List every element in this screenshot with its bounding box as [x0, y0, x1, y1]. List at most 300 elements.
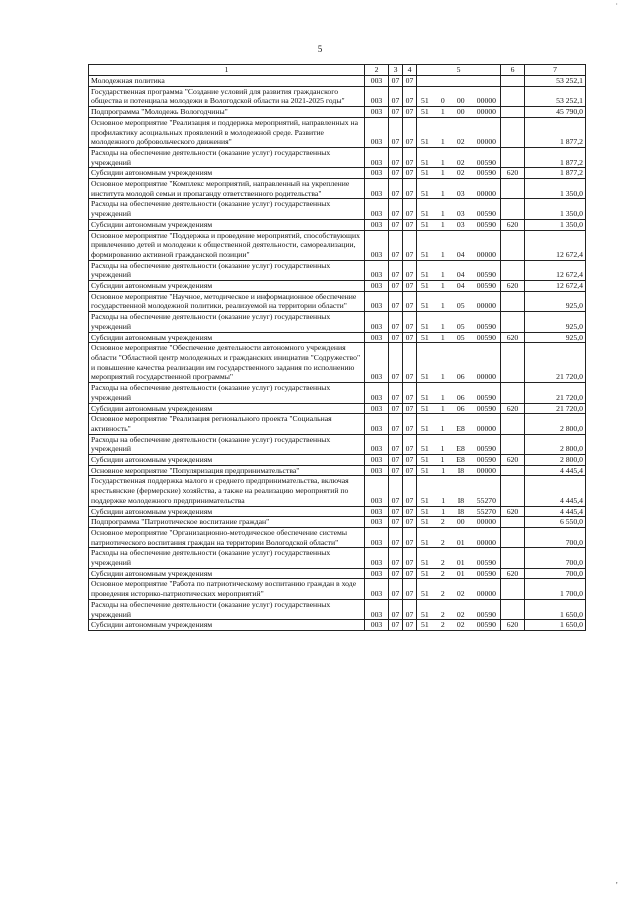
target-article-activity: 05 — [456, 301, 465, 311]
target-article-code — [419, 281, 498, 291]
target-article-activity: 02 — [456, 137, 465, 147]
row-target-article — [417, 147, 501, 167]
row-expense-type — [501, 260, 525, 280]
target-article-program: 51 — [421, 168, 429, 178]
row-amount: 1 350,0 — [525, 179, 586, 199]
target-article-code — [419, 620, 498, 630]
row-target-article — [417, 168, 501, 179]
row-name: Расходы на обеспечение деятельности (оказание услуг) государственных учреждений — [89, 199, 365, 219]
row-section-code: 07 — [389, 179, 403, 199]
table-row — [89, 403, 586, 414]
row-name: Субсидии автономным учреждениям — [89, 281, 365, 292]
target-article-activity: I8 — [457, 465, 465, 475]
table-row — [89, 219, 586, 230]
row-amount: 12 672,4 — [525, 230, 586, 260]
row-name: Основное мероприятие "Реализация регионального проекта "Социальная активность" — [89, 414, 365, 434]
target-article-program: 51 — [421, 321, 429, 331]
row-name: Расходы на обеспечение деятельности (оказание услуг) государственных учреждений — [89, 312, 365, 332]
row-name: Субсидии автономным учреждениям — [89, 568, 365, 579]
row-ministry-code: 003 — [365, 527, 389, 547]
target-article-code — [419, 393, 498, 403]
row-name: Подпрограмма "Молодежь Вологодчины" — [89, 107, 365, 118]
table-row — [89, 312, 586, 332]
target-article-subprogram: 1 — [440, 392, 445, 402]
target-article-code — [419, 107, 498, 117]
target-article-subprogram: 1 — [440, 332, 445, 342]
target-article-code — [419, 517, 498, 527]
target-article-subprogram: 1 — [441, 506, 446, 516]
row-name: Государственная поддержка малого и среднего предпринимательства, включая крестьянские (фермерские) хозяйства, а также на реализацию мероприятий по поддержке молодежного предпринимательства — [89, 476, 365, 506]
page-number: 5 — [317, 44, 323, 54]
table-row — [89, 599, 586, 619]
target-article-activity: E8 — [456, 423, 465, 433]
table-row — [89, 199, 586, 219]
target-article-direction: 00590 — [476, 444, 496, 454]
row-ministry-code: 003 — [365, 599, 389, 619]
row-expense-type — [501, 434, 525, 454]
row-subsection-code: 07 — [403, 579, 417, 599]
row-subsection-code: 07 — [403, 434, 417, 454]
target-article-code — [419, 209, 498, 219]
row-amount: 1 650,0 — [525, 620, 586, 631]
target-article-program: 51 — [421, 403, 429, 413]
row-expense-type — [501, 230, 525, 260]
row-expense-type: 620 — [501, 281, 525, 292]
row-section-code: 07 — [389, 260, 403, 280]
row-section-code: 07 — [389, 219, 403, 230]
target-article-subprogram: 1 — [440, 423, 445, 433]
target-article-direction: 00000 — [476, 537, 496, 547]
row-target-article — [417, 527, 501, 547]
row-subsection-code: 07 — [403, 506, 417, 517]
row-ministry-code: 003 — [365, 117, 389, 147]
row-amount: 53 252,1 — [525, 76, 586, 87]
row-amount: 925,0 — [525, 291, 586, 311]
table-row — [89, 568, 586, 579]
table-row — [89, 548, 586, 568]
row-subsection-code: 07 — [403, 117, 417, 147]
row-expense-type: 620 — [501, 568, 525, 579]
target-article-subprogram: 1 — [440, 168, 445, 178]
target-article-program: 51 — [421, 96, 429, 106]
target-article-direction: 00000 — [476, 107, 496, 117]
table-row — [89, 383, 586, 403]
row-amount: 700,0 — [525, 527, 586, 547]
row-ministry-code: 003 — [365, 343, 389, 383]
row-amount: 700,0 — [525, 568, 586, 579]
target-article-code — [419, 569, 498, 579]
row-name: Расходы на обеспечение деятельности (оказание услуг) государственных учреждений — [89, 548, 365, 568]
row-target-article — [417, 548, 501, 568]
target-article-program: 51 — [421, 209, 429, 219]
row-expense-type — [501, 599, 525, 619]
row-expense-type: 620 — [501, 219, 525, 230]
row-section-code: 07 — [389, 383, 403, 403]
target-article-activity: 05 — [456, 332, 465, 342]
target-article-program: 51 — [421, 495, 429, 505]
target-article-subprogram: 1 — [441, 495, 446, 505]
row-target-article — [417, 476, 501, 506]
target-article-subprogram: 1 — [440, 444, 445, 454]
row-subsection-code: 07 — [403, 620, 417, 631]
target-article-direction: 00000 — [476, 96, 496, 106]
row-subsection-code: 07 — [403, 76, 417, 87]
row-ministry-code: 003 — [365, 281, 389, 292]
target-article-direction: 00590 — [476, 392, 496, 402]
table-row — [89, 86, 586, 106]
row-target-article — [417, 579, 501, 599]
row-amount: 4 445,4 — [525, 465, 586, 476]
target-article-subprogram: 0 — [440, 96, 445, 106]
target-article-activity: 00 — [456, 517, 465, 527]
row-ministry-code: 003 — [365, 455, 389, 466]
row-expense-type — [501, 147, 525, 167]
target-article-direction: 55270 — [476, 506, 496, 516]
target-article-activity: I8 — [457, 495, 465, 505]
row-target-article — [417, 434, 501, 454]
row-amount: 12 672,4 — [525, 281, 586, 292]
row-name: Субсидии автономным учреждениям — [89, 332, 365, 343]
row-ministry-code: 003 — [365, 465, 389, 476]
row-subsection-code: 07 — [403, 414, 417, 434]
row-amount: 1 650,0 — [525, 599, 586, 619]
row-ministry-code: 003 — [365, 107, 389, 118]
header-col-7: 7 — [525, 65, 586, 76]
target-article-direction: 00590 — [476, 558, 496, 568]
target-article-program: 51 — [421, 372, 429, 382]
row-expense-type — [501, 76, 525, 87]
row-amount: 4 445,4 — [525, 506, 586, 517]
target-article-subprogram: 1 — [440, 270, 445, 280]
row-subsection-code: 07 — [403, 147, 417, 167]
row-amount: 6 550,0 — [525, 517, 586, 528]
row-ministry-code: 003 — [365, 332, 389, 343]
row-amount: 700,0 — [525, 548, 586, 568]
row-name: Субсидии автономным учреждениям — [89, 620, 365, 631]
row-target-article — [417, 455, 501, 466]
target-article-activity: 01 — [456, 558, 465, 568]
row-expense-type — [501, 179, 525, 199]
row-name: Молодежная политика — [89, 76, 365, 87]
row-section-code: 07 — [389, 168, 403, 179]
target-article-program: 51 — [421, 301, 429, 311]
target-article-direction: 00000 — [476, 589, 496, 599]
row-target-article — [417, 332, 501, 343]
row-section-code: 07 — [389, 86, 403, 106]
row-target-article — [417, 465, 501, 476]
target-article-direction: 00590 — [476, 219, 496, 229]
target-article-direction: 00590 — [476, 403, 496, 413]
row-ministry-code: 003 — [365, 86, 389, 106]
row-expense-type — [501, 312, 525, 332]
row-section-code: 07 — [389, 455, 403, 466]
row-subsection-code: 07 — [403, 568, 417, 579]
row-amount: 1 877,2 — [525, 168, 586, 179]
row-target-article — [417, 414, 501, 434]
row-subsection-code: 07 — [403, 403, 417, 414]
row-target-article — [417, 343, 501, 383]
row-section-code: 07 — [389, 107, 403, 118]
row-target-article — [417, 179, 501, 199]
row-section-code: 07 — [389, 281, 403, 292]
row-ministry-code: 003 — [365, 168, 389, 179]
header-col-3: 3 — [389, 65, 403, 76]
target-article-code — [419, 158, 498, 168]
row-ministry-code: 003 — [365, 476, 389, 506]
target-article-activity: 04 — [456, 249, 465, 259]
row-subsection-code: 07 — [403, 260, 417, 280]
row-ministry-code: 003 — [365, 506, 389, 517]
row-expense-type — [501, 527, 525, 547]
row-ministry-code: 003 — [365, 620, 389, 631]
row-subsection-code: 07 — [403, 599, 417, 619]
row-subsection-code: 07 — [403, 476, 417, 506]
row-section-code: 07 — [389, 599, 403, 619]
row-target-article — [417, 620, 501, 631]
target-article-subprogram: 2 — [440, 589, 445, 599]
target-article-direction: 00000 — [476, 137, 496, 147]
target-article-subprogram: 2 — [440, 568, 445, 578]
target-article-code — [419, 220, 498, 230]
target-article-subprogram: 2 — [440, 558, 445, 568]
target-article-subprogram: 1 — [440, 157, 445, 167]
row-target-article — [417, 568, 501, 579]
target-article-activity: E8 — [456, 444, 465, 454]
target-article-direction: 00590 — [476, 157, 496, 167]
row-subsection-code: 07 — [403, 291, 417, 311]
target-article-code — [419, 322, 498, 332]
row-amount: 12 672,4 — [525, 260, 586, 280]
target-article-direction: 00590 — [476, 620, 496, 630]
row-name: Субсидии автономным учреждениям — [89, 403, 365, 414]
header-col-6: 6 — [501, 65, 525, 76]
row-section-code: 07 — [389, 476, 403, 506]
target-article-subprogram: 2 — [440, 537, 445, 547]
target-article-program: 51 — [421, 157, 429, 167]
table-row — [89, 517, 586, 528]
target-article-code — [419, 558, 498, 568]
row-section-code: 07 — [389, 434, 403, 454]
target-article-program: 51 — [421, 444, 429, 454]
target-article-code — [419, 444, 498, 454]
row-section-code: 07 — [389, 517, 403, 528]
row-section-code: 07 — [389, 291, 403, 311]
row-ministry-code: 003 — [365, 147, 389, 167]
row-name: Расходы на обеспечение деятельности (оказание услуг) государственных учреждений — [89, 383, 365, 403]
row-ministry-code: 003 — [365, 579, 389, 599]
target-article-code — [419, 455, 498, 465]
target-article-program: 51 — [421, 589, 429, 599]
target-article-subprogram: 2 — [440, 620, 445, 630]
row-amount: 21 720,0 — [525, 383, 586, 403]
table-row — [89, 620, 586, 631]
target-article-activity: 00 — [456, 96, 465, 106]
target-article-code — [419, 96, 498, 106]
target-article-activity: 02 — [456, 609, 465, 619]
row-section-code: 07 — [389, 527, 403, 547]
target-article-subprogram: 2 — [440, 517, 445, 527]
target-article-activity: 03 — [456, 188, 465, 198]
target-article-subprogram: 1 — [440, 107, 445, 117]
header-col-1: 1 — [89, 65, 365, 76]
row-target-article — [417, 383, 501, 403]
row-amount: 21 720,0 — [525, 343, 586, 383]
row-ministry-code: 003 — [365, 312, 389, 332]
row-expense-type: 620 — [501, 455, 525, 466]
target-article-direction: 00590 — [476, 321, 496, 331]
row-name: Субсидии автономным учреждениям — [89, 219, 365, 230]
row-name: Основное мероприятие "Обеспечение деятельности автономного учреждения области "Областной центр молодежных и гражданских инициатив "Содружество" и повышение качества реализации им государственного задания по исполнению мероприятий государственной программы" — [89, 343, 365, 383]
row-section-code: 07 — [389, 147, 403, 167]
target-article-code — [419, 424, 498, 434]
row-name: Основное мероприятие "Организационно-методическое обеспечение системы патриотического воспитания граждан на территории Вологодской области" — [89, 527, 365, 547]
row-section-code: 07 — [389, 579, 403, 599]
table-row — [89, 147, 586, 167]
table-row — [89, 455, 586, 466]
target-article-code — [419, 137, 498, 147]
row-subsection-code: 07 — [403, 86, 417, 106]
row-expense-type: 620 — [501, 620, 525, 631]
row-subsection-code: 07 — [403, 465, 417, 476]
target-article-code — [419, 333, 498, 343]
row-ministry-code: 003 — [365, 568, 389, 579]
target-article-program: 51 — [421, 558, 429, 568]
budget-table — [88, 64, 586, 631]
row-expense-type: 620 — [501, 168, 525, 179]
row-expense-type — [501, 383, 525, 403]
row-expense-type — [501, 476, 525, 506]
row-expense-type — [501, 414, 525, 434]
row-target-article — [417, 86, 501, 106]
target-article-activity: I8 — [457, 506, 465, 516]
row-name: Расходы на обеспечение деятельности (оказание услуг) государственных учреждений — [89, 260, 365, 280]
row-target-article — [417, 281, 501, 292]
target-article-program: 51 — [421, 188, 429, 198]
target-article-activity: 06 — [456, 403, 465, 413]
row-ministry-code: 003 — [365, 219, 389, 230]
table-row — [89, 506, 586, 517]
table-row — [89, 168, 586, 179]
row-subsection-code: 07 — [403, 343, 417, 383]
row-amount: 4 445,4 — [525, 476, 586, 506]
target-article-activity: 02 — [456, 589, 465, 599]
row-subsection-code: 07 — [403, 230, 417, 260]
row-ministry-code: 003 — [365, 403, 389, 414]
target-article-program: 51 — [421, 465, 429, 475]
target-article-program: 51 — [421, 423, 429, 433]
header-row — [89, 65, 586, 76]
target-article-activity: 04 — [456, 270, 465, 280]
target-article-code — [419, 250, 498, 260]
row-amount: 925,0 — [525, 312, 586, 332]
row-amount: 1 700,0 — [525, 579, 586, 599]
row-subsection-code: 07 — [403, 107, 417, 118]
target-article-activity: 06 — [456, 372, 465, 382]
row-expense-type — [501, 199, 525, 219]
target-article-code — [419, 610, 498, 620]
row-ministry-code: 003 — [365, 230, 389, 260]
target-article-activity: 00 — [456, 107, 465, 117]
row-subsection-code: 07 — [403, 527, 417, 547]
target-article-direction: 00000 — [476, 372, 496, 382]
target-article-activity: 02 — [456, 157, 465, 167]
row-target-article — [417, 403, 501, 414]
row-expense-type — [501, 579, 525, 599]
row-section-code: 07 — [389, 199, 403, 219]
target-article-code — [419, 538, 498, 548]
row-ministry-code: 003 — [365, 260, 389, 280]
row-ministry-code: 003 — [365, 179, 389, 199]
row-section-code: 07 — [389, 403, 403, 414]
row-target-article — [417, 199, 501, 219]
row-name: Государственная программа "Создание условий для развития гражданского общества и потенциала молодежи в Вологодской области на 2021-2025 годы" — [89, 86, 365, 106]
target-article-program: 51 — [421, 537, 429, 547]
row-amount: 2 800,0 — [525, 434, 586, 454]
row-expense-type — [501, 465, 525, 476]
row-subsection-code: 07 — [403, 168, 417, 179]
row-ministry-code: 003 — [365, 548, 389, 568]
target-article-activity: 02 — [456, 168, 465, 178]
target-article-subprogram: 1 — [440, 455, 445, 465]
row-amount: 2 800,0 — [525, 414, 586, 434]
target-article-direction: 00000 — [476, 249, 496, 259]
row-amount: 1 877,2 — [525, 117, 586, 147]
target-article-activity: 05 — [456, 321, 465, 331]
target-article-subprogram: 1 — [440, 403, 445, 413]
target-article-program: 51 — [421, 568, 429, 578]
target-article-direction: 00590 — [476, 209, 496, 219]
target-article-code — [419, 507, 498, 517]
target-article-subprogram: 1 — [440, 321, 445, 331]
target-article-program: 51 — [421, 392, 429, 402]
header-col-5: 5 — [417, 65, 501, 76]
row-target-article — [417, 517, 501, 528]
row-expense-type — [501, 107, 525, 118]
target-article-activity: 01 — [456, 568, 465, 578]
target-article-program: 51 — [421, 270, 429, 280]
table-row — [89, 291, 586, 311]
target-article-direction: 55270 — [476, 495, 496, 505]
row-expense-type — [501, 291, 525, 311]
table-row — [89, 579, 586, 599]
row-section-code: 07 — [389, 506, 403, 517]
row-section-code: 07 — [389, 465, 403, 476]
row-name: Субсидии автономным учреждениям — [89, 455, 365, 466]
row-amount: 1 350,0 — [525, 219, 586, 230]
row-name: Субсидии автономным учреждениям — [89, 506, 365, 517]
target-article-program: 51 — [421, 609, 429, 619]
row-subsection-code: 07 — [403, 383, 417, 403]
row-target-article — [417, 230, 501, 260]
target-article-subprogram: 1 — [440, 301, 445, 311]
row-name: Подпрограмма "Патриотическое воспитание граждан" — [89, 517, 365, 528]
target-article-subprogram: 1 — [440, 209, 445, 219]
row-expense-type — [501, 343, 525, 383]
row-subsection-code: 07 — [403, 332, 417, 343]
target-article-code — [419, 270, 498, 280]
target-article-direction: 00590 — [476, 609, 496, 619]
target-article-subprogram: 2 — [440, 609, 445, 619]
row-target-article — [417, 107, 501, 118]
row-section-code: 07 — [389, 76, 403, 87]
target-article-direction: 00590 — [476, 332, 496, 342]
target-article-activity: 06 — [456, 392, 465, 402]
row-subsection-code: 07 — [403, 548, 417, 568]
row-expense-type — [501, 517, 525, 528]
row-section-code: 07 — [389, 343, 403, 383]
target-article-code — [419, 466, 498, 476]
row-amount: 53 252,1 — [525, 86, 586, 106]
